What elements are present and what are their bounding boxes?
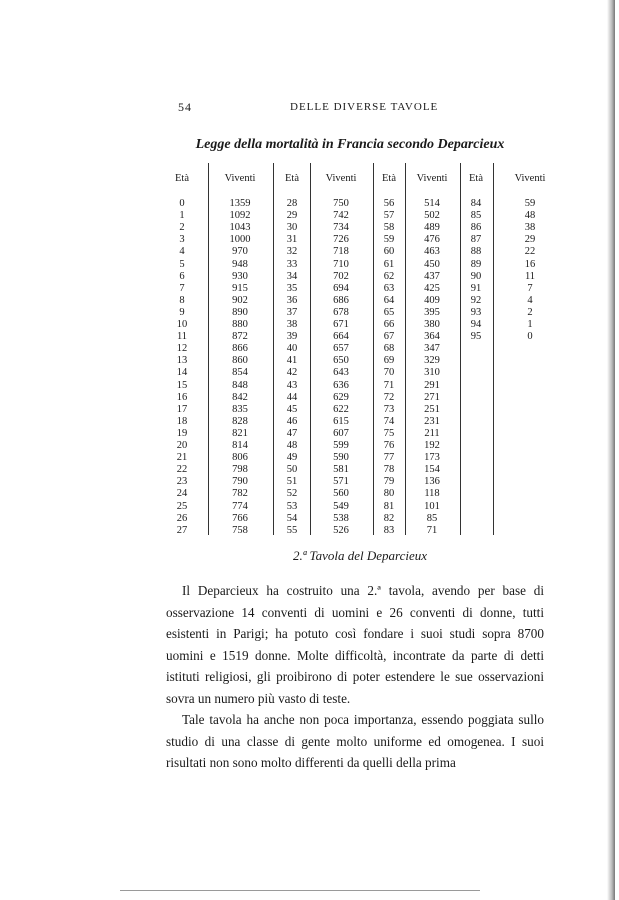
living-cell: 710 (333, 258, 349, 270)
age-cell: 20 (176, 440, 188, 451)
age-cell: 48 (286, 440, 298, 451)
age-cell: 17 (176, 403, 188, 415)
age-cell: 6 (179, 270, 185, 282)
age-cell: 32 (286, 246, 298, 258)
living-cell: 192 (424, 440, 440, 451)
mortality-table (160, 163, 560, 543)
age-cell: 33 (286, 258, 298, 270)
living-cell: 581 (333, 464, 349, 476)
living-cell: 782 (232, 488, 248, 500)
living-cell: 590 (333, 452, 349, 464)
living-cell: 848 (232, 379, 248, 391)
living-cell: 948 (232, 258, 248, 270)
column-header: Età (382, 173, 396, 184)
living-cell: 1000 (229, 234, 251, 246)
age-cell: 57 (383, 210, 395, 222)
living-cell: 821 (232, 427, 248, 439)
living-cell: 310 (424, 367, 440, 379)
age-cell: 21 (176, 452, 188, 464)
age-cell: 86 (470, 222, 482, 234)
age-cell: 44 (286, 391, 298, 403)
age-cell: 92 (470, 294, 482, 306)
running-title: DELLE DIVERSE TAVOLE (290, 101, 439, 113)
living-cell: 766 (232, 512, 248, 524)
living-cell: 970 (232, 246, 248, 258)
column-divider (405, 163, 406, 535)
living-cell: 502 (424, 210, 440, 222)
living-cell: 571 (333, 476, 349, 488)
age-cell: 56 (383, 198, 395, 209)
age-cell: 88 (470, 246, 482, 258)
age-cell: 94 (470, 319, 482, 330)
living-cell: 526 (333, 524, 349, 536)
age-cell: 93 (470, 306, 482, 318)
living-cell: 22 (524, 246, 536, 258)
age-cell: 73 (383, 403, 395, 415)
age-cell: 75 (383, 427, 395, 439)
living-cell: 814 (232, 440, 248, 451)
living-cell: 806 (232, 452, 248, 464)
age-cell: 13 (176, 355, 188, 367)
age-cell: 34 (286, 270, 298, 282)
living-cell: 291 (424, 379, 440, 391)
age-cell: 36 (286, 294, 298, 306)
living-cell: 4 (527, 294, 533, 306)
age-cell: 41 (286, 355, 298, 367)
table-caption: 2.ª Tavola del Deparcieux (292, 548, 428, 563)
age-cell: 10 (176, 319, 188, 330)
body-text (166, 580, 544, 774)
age-cell: 71 (383, 379, 395, 391)
living-cell: 607 (333, 427, 349, 439)
living-cell: 154 (424, 464, 440, 476)
living-cell: 643 (333, 367, 349, 379)
living-cell: 409 (424, 294, 440, 306)
age-cell: 42 (286, 367, 298, 379)
age-cell: 1 (179, 210, 185, 222)
living-cell: 16 (524, 258, 536, 270)
living-cell: 835 (232, 403, 248, 415)
age-cell: 59 (383, 234, 395, 246)
age-cell: 95 (470, 331, 482, 343)
living-cell: 38 (524, 222, 536, 234)
age-cell: 90 (470, 270, 482, 282)
living-cell: 437 (424, 270, 440, 282)
age-cell: 2 (179, 222, 185, 234)
living-cell: 636 (333, 379, 349, 391)
age-cell: 11 (176, 331, 188, 343)
living-cell: 828 (232, 415, 248, 427)
age-cell: 50 (286, 464, 298, 476)
age-cell: 47 (286, 427, 298, 439)
page-edge-shadow (607, 0, 615, 900)
age-cell: 84 (470, 198, 482, 209)
age-cell: 7 (179, 282, 185, 294)
living-cell: 549 (333, 500, 349, 512)
living-cell: 718 (333, 246, 349, 258)
age-cell: 35 (286, 282, 298, 294)
age-cell: 80 (383, 488, 395, 500)
age-cell: 18 (176, 415, 188, 427)
age-cell: 24 (176, 488, 188, 500)
living-cell: 0 (527, 331, 533, 343)
living-cell: 251 (424, 403, 440, 415)
living-cell: 750 (333, 198, 349, 209)
age-cell: 61 (383, 258, 395, 270)
living-cell: 1092 (229, 210, 251, 222)
age-cell: 81 (383, 500, 395, 512)
living-cell: 758 (232, 524, 248, 536)
living-cell: 85 (426, 512, 438, 524)
age-cell: 72 (383, 391, 395, 403)
age-cell: 74 (383, 415, 395, 427)
living-cell: 211 (424, 427, 440, 439)
living-cell: 798 (232, 464, 248, 476)
living-cell: 7 (527, 282, 533, 294)
age-cell: 25 (176, 500, 188, 512)
living-cell: 866 (232, 343, 248, 355)
age-cell: 60 (383, 246, 395, 258)
age-cell: 22 (176, 464, 188, 476)
living-cell: 136 (424, 476, 440, 488)
living-cell: 71 (426, 524, 438, 536)
living-cell: 347 (424, 343, 440, 355)
age-cell: 70 (383, 367, 395, 379)
bottom-rule (120, 890, 480, 891)
age-cell: 16 (176, 391, 188, 403)
living-cell: 664 (333, 331, 349, 343)
living-cell: 380 (424, 319, 440, 330)
age-cell: 79 (383, 476, 395, 488)
age-cell: 64 (383, 294, 395, 306)
living-cell: 395 (424, 306, 440, 318)
page-number: 54 (178, 100, 192, 114)
column-divider (493, 163, 494, 535)
living-cell: 1359 (229, 198, 251, 209)
age-cell: 83 (383, 524, 395, 536)
living-cell: 915 (232, 282, 248, 294)
age-cell: 46 (286, 415, 298, 427)
age-cell: 63 (383, 282, 395, 294)
living-cell: 1 (527, 319, 533, 330)
living-cell: 902 (232, 294, 248, 306)
living-cell: 450 (424, 258, 440, 270)
column-divider (310, 163, 311, 535)
living-cell: 734 (333, 222, 349, 234)
age-cell: 85 (470, 210, 482, 222)
living-cell: 726 (333, 234, 349, 246)
age-cell: 9 (179, 306, 185, 318)
column-header: Viventi (224, 173, 256, 184)
living-cell: 930 (232, 270, 248, 282)
column-divider (273, 163, 274, 535)
living-cell: 599 (333, 440, 349, 451)
age-cell: 8 (179, 294, 185, 306)
age-cell: 66 (383, 319, 395, 330)
living-cell: 790 (232, 476, 248, 488)
living-cell: 890 (232, 306, 248, 318)
page-header (178, 100, 478, 116)
living-cell: 742 (333, 210, 349, 222)
living-cell: 271 (424, 391, 440, 403)
living-cell: 514 (424, 198, 440, 209)
age-cell: 37 (286, 306, 298, 318)
age-cell: 53 (286, 500, 298, 512)
age-cell: 27 (176, 524, 188, 536)
age-cell: 77 (383, 452, 395, 464)
age-cell: 49 (286, 452, 298, 464)
age-cell: 14 (176, 367, 188, 379)
age-cell: 65 (383, 306, 395, 318)
age-cell: 26 (176, 512, 188, 524)
table-title: Legge della mortalità in Francia secondo Deparcieux (195, 137, 505, 152)
age-cell: 67 (383, 331, 395, 343)
age-cell: 78 (383, 464, 395, 476)
living-cell: 657 (333, 343, 349, 355)
living-cell: 11 (524, 270, 536, 282)
age-cell: 69 (383, 355, 395, 367)
living-cell: 173 (424, 452, 440, 464)
paragraph: Il Deparcieux ha costruito una 2.ª tavola, avendo per base di osservazione 14 conventi di uomini e 26 conventi di donne, tutti esistenti in Parigi; ha potuto così fondare i suoi studi sopra 8700 uomini e 1519 donne. Molte difficoltà, incontrate da parte di detti istituti religiosi, gli proibirono di poter estendere le sue osservazioni sovra un numero più vasto di teste. (166, 583, 544, 706)
column-header: Età (175, 173, 189, 184)
living-cell: 860 (232, 355, 248, 367)
living-cell: 59 (524, 198, 536, 209)
age-cell: 5 (179, 258, 185, 270)
age-cell: 15 (176, 379, 188, 391)
living-cell: 678 (333, 306, 349, 318)
living-cell: 1043 (229, 222, 251, 234)
living-cell: 702 (333, 270, 349, 282)
age-cell: 19 (176, 427, 188, 439)
living-cell: 872 (232, 331, 248, 343)
living-cell: 538 (333, 512, 349, 524)
column-header: Viventi (514, 173, 546, 184)
age-cell: 39 (286, 331, 298, 343)
age-cell: 82 (383, 512, 395, 524)
living-cell: 489 (424, 222, 440, 234)
age-cell: 91 (470, 282, 482, 294)
age-cell: 58 (383, 222, 395, 234)
age-cell: 4 (179, 246, 185, 258)
age-cell: 23 (176, 476, 188, 488)
age-cell: 3 (179, 234, 185, 246)
living-cell: 329 (424, 355, 440, 367)
column-divider (208, 163, 209, 535)
living-cell: 774 (232, 500, 248, 512)
living-cell: 463 (424, 246, 440, 258)
age-cell: 12 (176, 343, 188, 355)
living-cell: 101 (424, 500, 440, 512)
age-cell: 28 (286, 198, 298, 209)
age-cell: 55 (286, 524, 298, 536)
age-cell: 51 (286, 476, 298, 488)
age-cell: 87 (470, 234, 482, 246)
living-cell: 425 (424, 282, 440, 294)
living-cell: 686 (333, 294, 349, 306)
column-header: Età (285, 173, 299, 184)
age-cell: 0 (179, 198, 185, 209)
age-cell: 38 (286, 319, 298, 330)
paragraph: Tale tavola ha anche non poca importanza, essendo poggiata sullo studio di una classe di gente molto uniforme ed omogenea. I suoi risultati non sono molto differenti da quelli della prima (166, 712, 544, 770)
age-cell: 76 (383, 440, 395, 451)
age-cell: 45 (286, 403, 298, 415)
living-cell: 671 (333, 319, 349, 330)
living-cell: 854 (232, 367, 248, 379)
living-cell: 29 (524, 234, 536, 246)
living-cell: 622 (333, 403, 349, 415)
living-cell: 48 (524, 210, 536, 222)
living-cell: 650 (333, 355, 349, 367)
living-cell: 560 (333, 488, 349, 500)
column-header: Età (469, 173, 483, 184)
living-cell: 880 (232, 319, 248, 330)
age-cell: 52 (286, 488, 298, 500)
column-header: Viventi (416, 173, 448, 184)
living-cell: 2 (527, 306, 533, 318)
age-cell: 62 (383, 270, 395, 282)
age-cell: 89 (470, 258, 482, 270)
age-cell: 68 (383, 343, 395, 355)
living-cell: 615 (333, 415, 349, 427)
column-header: Viventi (325, 173, 357, 184)
living-cell: 629 (333, 391, 349, 403)
living-cell: 694 (333, 282, 349, 294)
age-cell: 40 (286, 343, 298, 355)
living-cell: 842 (232, 391, 248, 403)
living-cell: 118 (424, 488, 440, 500)
living-cell: 364 (424, 331, 440, 343)
living-cell: 231 (424, 415, 440, 427)
age-cell: 54 (286, 512, 298, 524)
age-cell: 43 (286, 379, 298, 391)
age-cell: 31 (286, 234, 298, 246)
age-cell: 29 (286, 210, 298, 222)
living-cell: 476 (424, 234, 440, 246)
age-cell: 30 (286, 222, 298, 234)
